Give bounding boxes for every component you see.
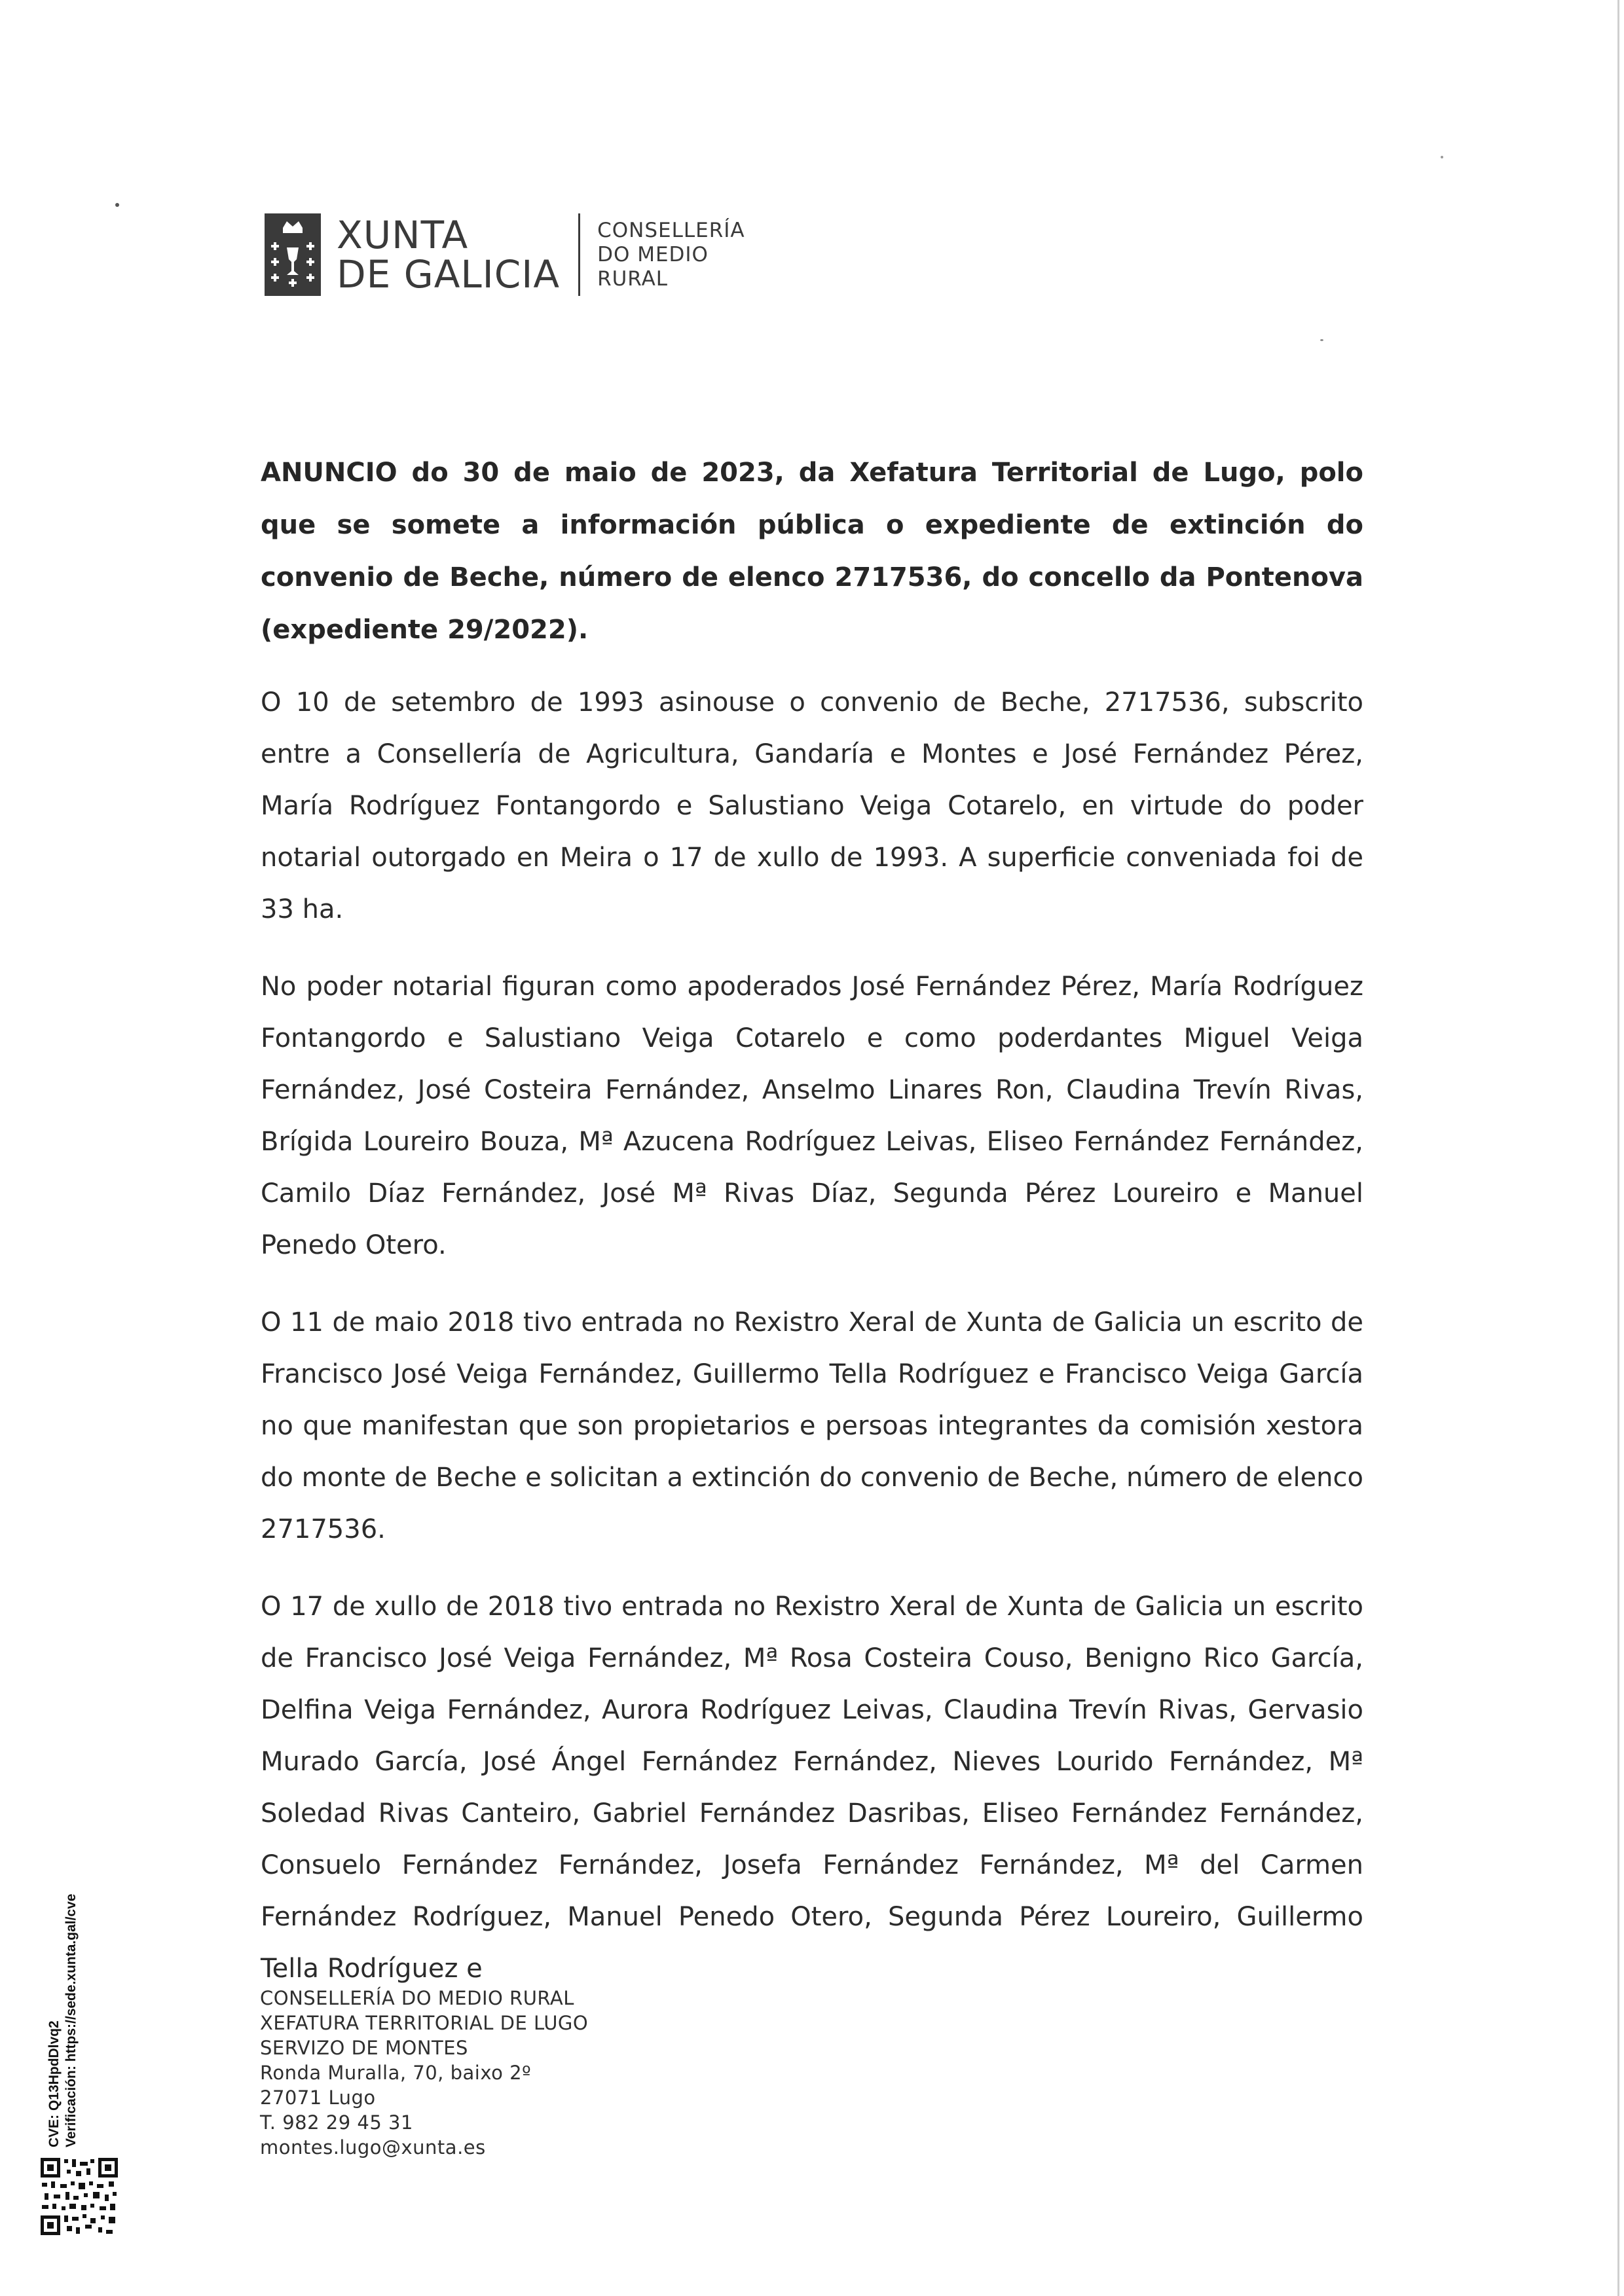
xunta-wordmark (337, 213, 561, 297)
qr-code-icon (41, 2158, 118, 2235)
logo-line-2: DE GALICIA (337, 252, 561, 297)
department-name (597, 219, 745, 291)
footer-line: T. 982 29 45 31 (260, 2111, 413, 2134)
dept-line-2: DO MEDIO (597, 242, 709, 266)
footer-email: montes.lugo@xunta.es (260, 2136, 486, 2159)
footer-line: SERVIZO DE MONTES (260, 2037, 468, 2059)
scan-speck (1441, 156, 1443, 158)
galicia-coat-of-arms-icon (265, 213, 321, 296)
footer-address (260, 1986, 588, 2160)
announcement-headline: ANUNCIO do 30 de maio de 2023, da Xefatura Territorial de Lugo, polo que se somete a información pública o expediente de extinción do convenio de Beche, número de elenco 2717536, do concello da Pontenova (expediente 29/2022). (261, 458, 1363, 645)
paragraph: O 11 de maio 2018 tivo entrada no Rexistro Xeral de Xunta de Galicia un escrito de Francisco José Veiga Fernández, Guillermo Tella Rodríguez e Francisco Veiga García no que manifestan que son propietarios e persoas integrantes da comisión xestora do monte de Beche e solicitan a extinción do convenio de Beche, número de elenco 2717536. (261, 1307, 1363, 1544)
paragraph: O 10 de setembro de 1993 asinouse o convenio de Beche, 2717536, subscrito entre a Consellería de Agricultura, Gandaría e Montes e José Fernández Pérez, María Rodríguez Fontangordo e Salustiano Veiga Cotarelo, en virtude do poder notarial outorgado en Meira o 17 de xullo de 1993. A superficie conveniada foi de 33 ha. (261, 687, 1363, 924)
cve-code: CVE: Q13HpdDlvq2 (46, 2020, 62, 2147)
paragraph: No poder notarial figuran como apoderados José Fernández Pérez, María Rodríguez Fontangordo e Salustiano Veiga Cotarelo e como poderdantes Miguel Veiga Fernández, José Costeira Fernández, Anselmo Linares Ron, Claudina Trevín Rivas, Brígida Loureiro Bouza, Mª Azucena Rodríguez Leivas, Eliseo Fernández Fernández, Camilo Díaz Fernández, José Mª Rivas Díaz, Segunda Pérez Loureiro e Manuel Penedo Otero. (261, 972, 1363, 1260)
footer-line: CONSELLERÍA DO MEDIO RURAL (260, 1987, 574, 2009)
footer-line: XEFATURA TERRITORIAL DE LUGO (260, 2012, 589, 2034)
cve-verification (46, 1894, 80, 2147)
dept-line-1: CONSELLERÍA (597, 218, 745, 242)
verification-url: Verificación: https://sede.xunta.gal/cve (64, 1893, 79, 2147)
footer-line: 27071 Lugo (260, 2086, 376, 2109)
footer-line: Ronda Muralla, 70, baixo 2º (260, 2062, 532, 2084)
logo-line-1: XUNTA (337, 213, 469, 257)
paragraph: O 17 de xullo de 2018 tivo entrada no Rexistro Xeral de Xunta de Galicia un escrito de Francisco José Veiga Fernández, Mª Rosa Costeira Couso, Benigno Rico García, Delfina Veiga Fernández, Aurora Rodríguez Leivas, Claudina Trevín Rivas, Gervasio Murado García, José Ángel Fernández Fernández, Nieves Lourido Fernández, Mª Soledad Rivas Canteiro, Gabriel Fernández Dasribas, Eliseo Fernández Fernández, Consuelo Fernández Fernández, Josefa Fernández Fernández, Mª del Carmen Fernández Rodríguez, Manuel Penedo Otero, Segunda Pérez Loureiro, Guillermo Tella Rodríguez e (261, 1592, 1363, 1984)
xunta-logo (265, 213, 745, 296)
scan-speck (115, 203, 119, 207)
logo-divider (578, 213, 580, 296)
document-body (261, 446, 1363, 2020)
page-edge (1617, 0, 1619, 2296)
dept-line-3: RURAL (597, 266, 669, 291)
scan-speck (1320, 339, 1323, 341)
